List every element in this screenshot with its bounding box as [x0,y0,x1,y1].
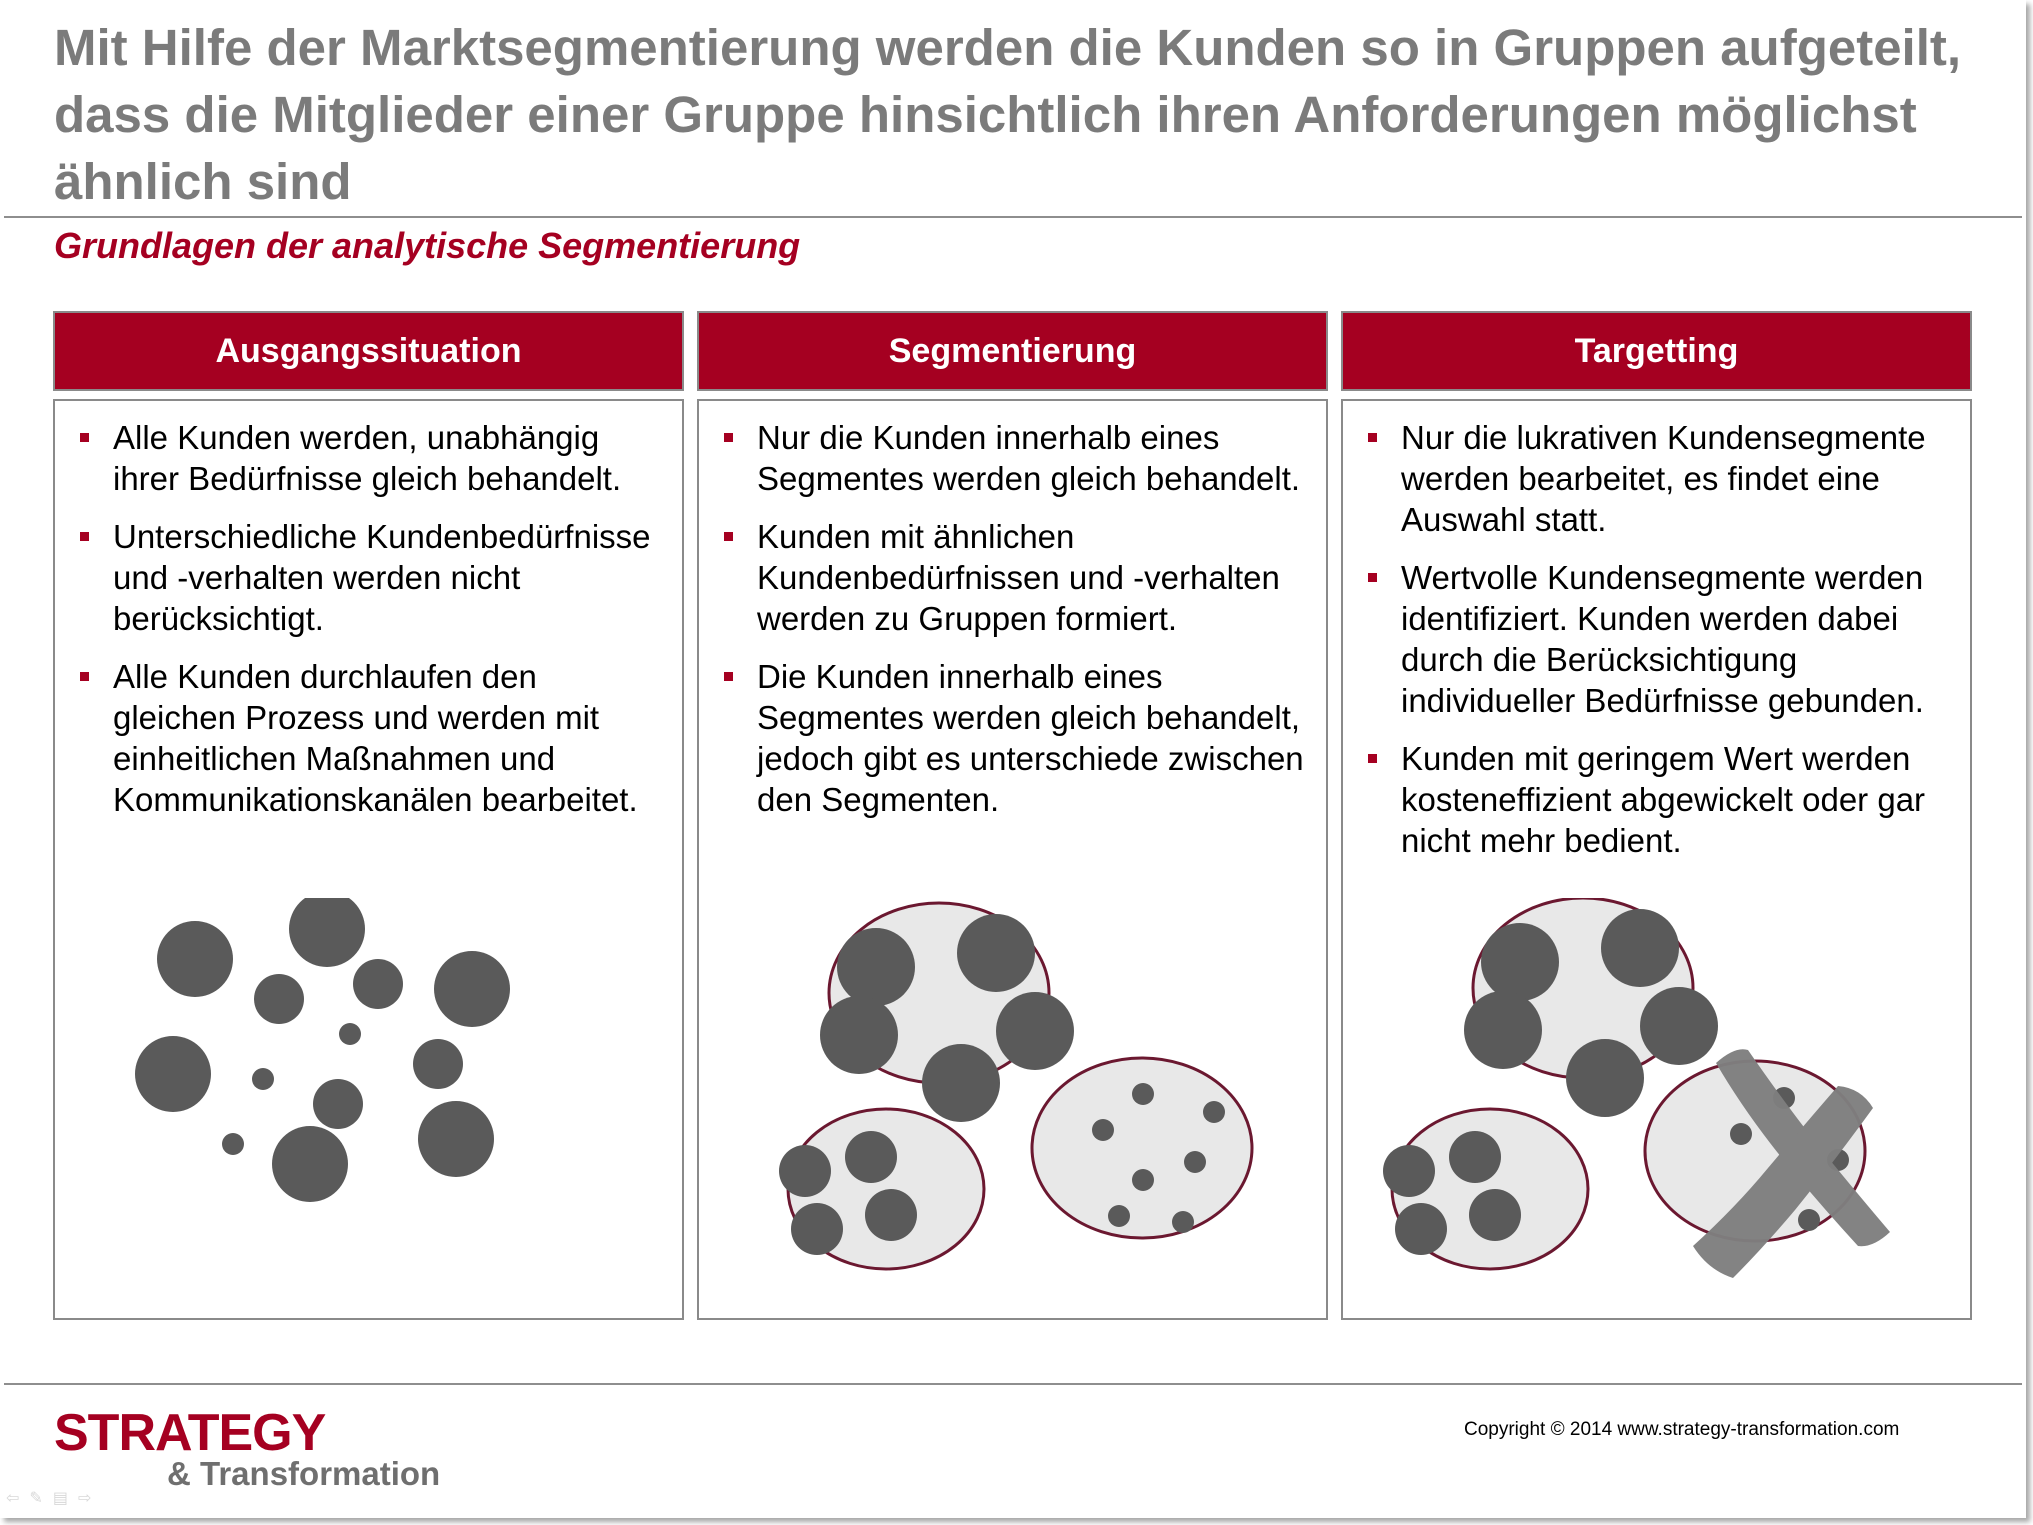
customer-dot [339,1023,361,1045]
bullet-square-icon [724,672,733,681]
segment-large [820,903,1074,1122]
column-header-targetting: Targetting [1341,311,1972,391]
customer-dot [222,1133,244,1155]
customer-dot [413,1039,463,1089]
bullet-square-icon [80,433,89,442]
copyright: Copyright © 2014 www.strategy-transformation.com [1464,1419,1900,1440]
customer-dot [252,1068,274,1090]
bullet-list [55,401,682,820]
customer-dot [135,1036,211,1112]
scattered-customers-illustration [55,898,682,1318]
previous-icon[interactable]: ⇦ [6,1490,20,1507]
list-item: Kunden mit ähnlichen Kundenbedürfnissen und -verhalten werden zu Gruppen formiert. [757,516,1304,639]
customer-dot [313,1079,363,1129]
segment-medium [1383,1109,1588,1269]
segmented-customers-illustration [699,898,1326,1318]
page-title: Mit Hilfe der Marktsegmentierung werden die Kunden so in Gruppen aufgeteilt, dass die Mitglieder einer Gruppe hinsichtlich ihren Anforderungen möglichst ähnlich sind [54,19,1962,210]
customer-dot [353,959,403,1009]
list-item: Nur die lukrativen Kundensegmente werden bearbeitet, es findet eine Auswahl statt. [1401,417,1948,540]
customer-dot [434,951,510,1027]
bullet-square-icon [1368,433,1377,442]
targeted-segments-illustration [1343,898,1970,1318]
next-icon[interactable]: ⇨ [77,1490,92,1507]
list-item: Kunden mit geringem Wert werden kosteneffizient abgewickelt oder gar nicht mehr bedient. [1401,738,1948,861]
menu-icon[interactable]: ▤ [52,1490,68,1507]
list-item: Unterschiedliche Kundenbedürfnisse und -verhalten werden nicht berücksichtigt. [113,516,660,639]
logo-strategy: STRATEGY [54,1404,326,1462]
column-header-segmentierung: Segmentierung [697,311,1328,391]
logo-transformation: & Transformation [167,1455,441,1492]
subtitle: Grundlagen der analytische Segmentierung [54,225,801,266]
bullet-list [699,401,1326,820]
customer-dot [157,921,233,997]
list-item: Die Kunden innerhalb eines Segmentes werden gleich behandelt, jedoch gibt es unterschiede zwischen den Segmenten. [757,656,1304,820]
bullet-square-icon [724,532,733,541]
column-header-ausgangssituation: Ausgangssituation [53,311,684,391]
company-logo [54,1405,440,1491]
bullet-square-icon [80,532,89,541]
segment-medium [779,1109,984,1269]
bullet-square-icon [724,433,733,442]
bullet-square-icon [80,672,89,681]
list-item: Nur die Kunden innerhalb eines Segmentes werden gleich behandelt. [757,417,1304,499]
column-ausgangssituation [53,399,684,1320]
customer-dot [254,974,304,1024]
list-item: Wertvolle Kundensegmente werden identifiziert. Kunden werden dabei durch die Berücksichtigung individueller Bedürfnisse gebunden. [1401,557,1948,721]
customer-dot [289,898,365,967]
list-item: Alle Kunden durchlaufen den gleichen Prozess und werden mit einheitlichen Maßnahmen und Kommunikationskanälen bearbeitet. [113,656,660,820]
footer-divider [4,1383,2022,1385]
pen-icon[interactable]: ✎ [29,1490,43,1507]
customer-dot [272,1126,348,1202]
column-targetting [1341,399,1972,1320]
customer-dot [418,1101,494,1177]
bullet-list [1343,401,1970,861]
column-segmentierung [697,399,1328,1320]
title-divider [4,216,2022,218]
segment-small [1032,1058,1252,1238]
list-item: Alle Kunden werden, unabhängig ihrer Bedürfnisse gleich behandelt. [113,417,660,499]
bullet-square-icon [1368,573,1377,582]
bullet-square-icon [1368,754,1377,763]
slide-nav [6,1488,91,1508]
